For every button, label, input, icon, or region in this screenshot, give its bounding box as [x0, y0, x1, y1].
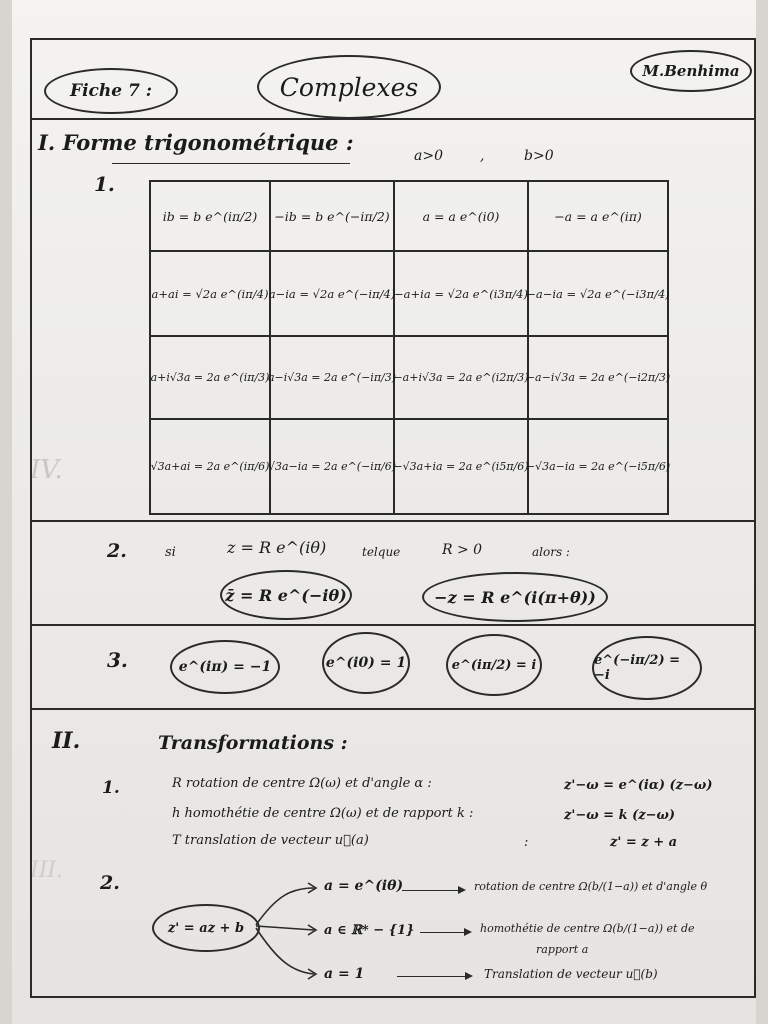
euler-identity-cloud: e^(iπ/2) = i: [446, 634, 542, 696]
table-cell: −a−ia = √2a e^(−i3π/4): [526, 286, 670, 301]
table-cell: a−ia = √2a e^(−iπ/4): [268, 286, 396, 301]
transformation-def: T translation de vecteur u⃗(a): [172, 833, 369, 848]
section-divider: [30, 520, 756, 522]
case-condition: a ∈ ℝ* − {1}: [324, 923, 415, 938]
alors-text: alors :: [532, 545, 570, 559]
item-number: 2.: [107, 540, 127, 562]
implies-arrow: [402, 890, 464, 891]
euler-identity-cloud: e^(iπ) = −1: [170, 640, 280, 694]
table-cell: −a+ia = √2a e^(i3π/4): [394, 286, 528, 301]
table-cell: −a−i√3a = 2a e^(−i2π/3): [525, 371, 671, 384]
branch-arrows: [252, 880, 322, 980]
transformation-def: R rotation de centre Ω(ω) et d'angle α :: [172, 776, 432, 791]
case-condition: a = e^(iθ): [324, 878, 404, 894]
table-cell: −a = a e^(iπ): [554, 208, 642, 224]
affine-map-cloud: z' = az + b: [152, 904, 260, 952]
section2-heading: II.: [52, 728, 81, 754]
table-cell: −ib = b e^(−iπ/2): [274, 208, 390, 224]
item-number: 2.: [100, 872, 120, 894]
case-result: homothétie de centre Ω(b/(1−a)) et de: [480, 922, 695, 935]
table-cell: a+ai = √2a e^(iπ/4): [151, 286, 269, 301]
si-text: si: [165, 545, 176, 560]
implies-arrow: [420, 932, 470, 933]
negative-formula: −z = R e^(i(π+θ)): [422, 572, 608, 622]
table-cell: −√3a−ia = 2a e^(−i5π/6): [525, 460, 671, 473]
page-title: Complexes: [257, 55, 441, 119]
condition-b: b>0: [524, 148, 554, 164]
transformation-formula: z' = z + a: [610, 835, 678, 850]
section-divider: [30, 624, 756, 626]
transformation-colon: :: [524, 835, 529, 850]
euler-identity-cloud: e^(−iπ/2) = −i: [592, 636, 702, 700]
case-result-continued: rapport a: [536, 943, 589, 956]
ghost-text: IV.: [30, 455, 63, 485]
item-number: 1.: [102, 778, 120, 798]
table-cell: a = a e^(i0): [422, 208, 500, 224]
table-cell: −a+i√3a = 2a e^(i2π/3): [393, 371, 529, 384]
case-result: rotation de centre Ω(b/(1−a)) et d'angle θ: [474, 880, 708, 893]
trig-form-table: [149, 180, 669, 515]
table-cell: ib = b e^(iπ/2): [162, 208, 258, 224]
table-cell: a−i√3a = 2a e^(−iπ/3): [267, 371, 397, 384]
table-cell: √3a−ia = 2a e^(−iπ/6): [267, 460, 397, 473]
item-number: 1.: [94, 172, 115, 196]
transformation-formula: z'−ω = k (z−ω): [564, 808, 676, 823]
telque-text: telque: [362, 545, 401, 559]
table-cell: a+i√3a = 2a e^(iπ/3): [150, 371, 270, 384]
condition-a: a>0: [414, 148, 443, 164]
section1-heading: I. Forme trigonométrique :: [38, 130, 354, 155]
ghost-text: III.: [30, 858, 64, 883]
implies-arrow: [397, 976, 471, 977]
worksheet-page: [12, 0, 756, 1024]
header-divider: [30, 118, 756, 120]
condition-comma: ,: [480, 148, 485, 164]
case-condition: a = 1: [324, 966, 365, 982]
table-cell: √3a+ai = 2a e^(iπ/6): [150, 460, 270, 473]
table-cell: −√3a+ia = 2a e^(i5π/6): [393, 460, 529, 473]
author-name: M.Benhima: [630, 50, 752, 92]
r-positive: R > 0: [442, 542, 483, 558]
section-divider: [30, 708, 756, 710]
section2-title: Transformations :: [158, 732, 348, 754]
euler-identity-cloud: e^(i0) = 1: [322, 632, 410, 694]
item-number: 3.: [107, 648, 128, 672]
z-definition: z = R e^(iθ): [227, 538, 327, 557]
transformation-formula: z'−ω = e^(iα) (z−ω): [564, 778, 713, 793]
fiche-label: Fiche 7 :: [44, 68, 178, 114]
transformation-def: h homothétie de centre Ω(ω) et de rapport k :: [172, 806, 474, 821]
case-result: Translation de vecteur u⃗(b): [484, 967, 658, 981]
conjugate-formula: z̄ = R e^(−iθ): [220, 570, 352, 620]
